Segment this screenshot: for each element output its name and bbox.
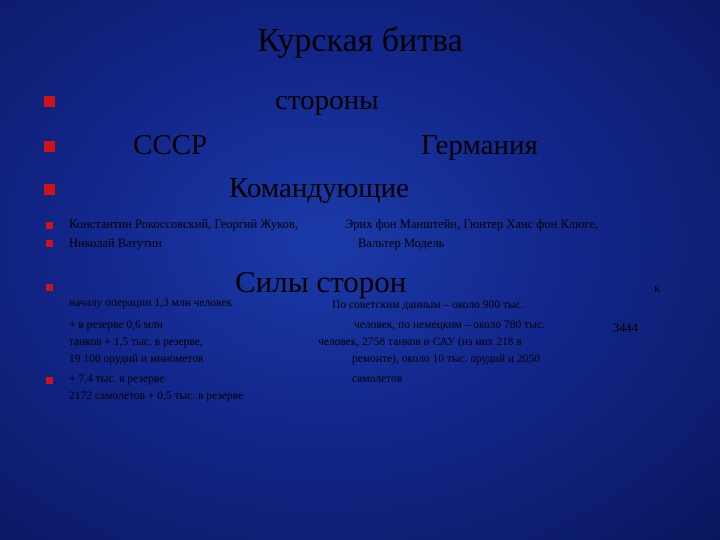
bullet-icon — [46, 222, 53, 229]
forces-3444: 3444 — [613, 321, 638, 335]
bullet-icon — [44, 141, 55, 152]
bullet-icon — [44, 96, 55, 107]
commanders-ussr-line2: Николай Ватутин — [69, 236, 162, 250]
ussr-heading: СССР — [133, 129, 208, 161]
forces-ussr-line: началу операции 1,3 млн человек — [69, 297, 233, 309]
sides-heading: стороны — [275, 84, 379, 116]
forces-germany-line: ремонте), около 10 тыс. орудий и 2050 — [352, 353, 540, 365]
commanders-heading: Командующие — [229, 172, 410, 204]
germany-heading: Германия — [421, 129, 538, 161]
forces-k: к — [654, 281, 661, 295]
forces-germany-line: По советским данным – около 900 тыс. — [332, 299, 524, 311]
forces-ussr-line: 19 100 орудий и минометов — [69, 353, 204, 365]
commanders-germany-line2: Вальтер Модель — [358, 236, 445, 250]
forces-germany-line: самолетов — [352, 373, 403, 385]
forces-ussr-line: + в резерве 0,6 млн — [69, 319, 163, 331]
commanders-germany-line1: Эрих фон Манштейн, Гюнтер Ханс фон Клюге, — [345, 217, 599, 231]
bullet-icon — [44, 184, 55, 195]
bullet-icon — [46, 377, 53, 384]
slide-title: Курская битва — [257, 22, 463, 59]
forces-ussr-line: + 7,4 тыс. в резерве — [69, 373, 165, 385]
commanders-ussr-line1: Константин Рокоссовский, Георгий Жуков, — [69, 217, 298, 231]
forces-ussr-line: 2172 самолетов + 0,5 тыс. в резерве — [69, 390, 244, 402]
bullet-icon — [46, 240, 53, 247]
forces-germany-line: человек, по немецким – около 780 тыс. — [354, 319, 545, 331]
bullet-icon — [46, 284, 53, 291]
forces-heading: Силы сторон — [235, 264, 407, 299]
forces-germany-line: человек, 2758 танков и САУ (из них 218 в — [318, 336, 522, 348]
forces-ussr-line: танков + 1,5 тыс. в резерве, — [69, 336, 203, 348]
